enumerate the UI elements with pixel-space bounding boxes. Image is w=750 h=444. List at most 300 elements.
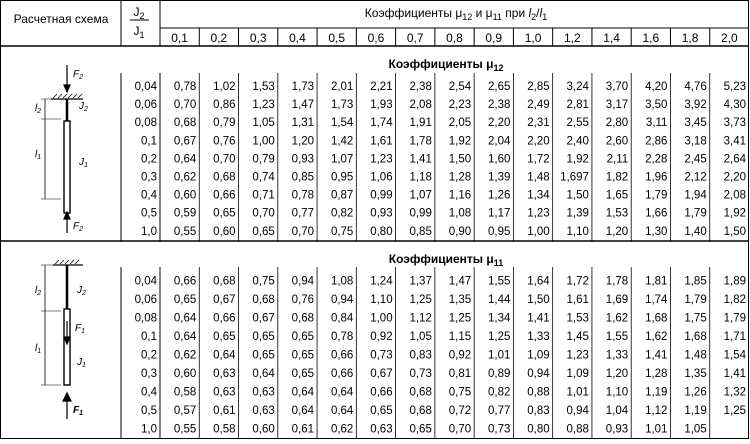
coefficient-cell: 3,50 (645, 99, 668, 112)
coefficient-cell: 1,92 (723, 207, 746, 220)
coefficient-cell: 0,70 (213, 153, 236, 166)
coefficient-cell: 4,30 (723, 99, 746, 112)
coefficient-cell: 1,34 (527, 189, 550, 202)
coefficient-cell: 0,62 (173, 349, 197, 362)
coefficient-cell: 0,66 (213, 189, 236, 202)
coefficient-cell: 0,64 (173, 312, 197, 325)
coefficient-cell: 1,85 (684, 275, 707, 288)
coefficient-cell: 1,09 (566, 367, 589, 380)
section-title-mu11: Коэффициенты $\mu_{11}$ (388, 252, 504, 268)
coefficient-cell: 2,49 (527, 99, 550, 112)
coefficient-cell: 1,78 (409, 135, 432, 148)
coefficient-cell: 0,66 (213, 312, 236, 325)
coefficient-cell: 1,50 (448, 153, 472, 166)
coefficient-cell: 0,65 (291, 367, 315, 380)
coefficient-cell: 1,71 (723, 330, 746, 343)
l-ratio-label: 0,6 (367, 31, 385, 45)
coefficient-cell: 2,45 (684, 153, 707, 166)
coefficient-cell: 2,21 (370, 81, 393, 94)
coefficient-cell: 1,44 (488, 293, 511, 306)
coefficient-cell: 1,41 (723, 367, 746, 380)
table-row (135, 312, 746, 324)
coefficient-cell: 0,83 (409, 349, 432, 362)
diagram2-inertia-bottom: $J_1$ (77, 357, 86, 369)
coefficient-cell: 1,75 (684, 312, 707, 325)
coefficient-cell: 0,63 (252, 404, 275, 417)
coefficient-cell: 2,28 (645, 153, 668, 166)
coefficient-cell: 1,15 (448, 330, 472, 343)
coefficient-cell: 2,08 (409, 99, 432, 112)
coefficient-cell: 1,53 (252, 81, 275, 94)
coefficient-cell: 0,94 (527, 367, 550, 380)
scheme-header-label: Расчетная схема (13, 12, 109, 26)
coefficient-cell: 1,20 (605, 367, 629, 380)
coefficient-cell: 2,38 (409, 81, 432, 94)
coefficient-cell: 1,00 (370, 312, 393, 325)
coefficient-cell: 0,65 (252, 349, 275, 362)
coefficient-cell: 0,80 (370, 225, 393, 238)
diagram2-inertia-top: $J_2$ (77, 285, 86, 297)
coefficient-cell: 1,34 (488, 312, 511, 325)
coefficient-cell: 0,65 (252, 225, 275, 238)
coefficient-cell: 1,62 (645, 330, 668, 343)
coefficient-cell: 0,75 (252, 275, 275, 288)
table-row (141, 349, 747, 361)
coefficient-cell: 3,92 (684, 99, 707, 112)
coefficient-cell: 1,10 (370, 293, 393, 306)
table-row (135, 294, 746, 306)
coefficient-cell: 1,33 (605, 349, 629, 362)
coefficient-cell: 0,60 (173, 189, 197, 202)
l-ratio-header-row (171, 31, 738, 45)
coefficient-cell: 0,77 (488, 404, 511, 417)
coefficient-cell: 1,01 (645, 423, 668, 436)
coefficient-cell: 0,63 (252, 386, 275, 399)
coefficient-cell: 2,80 (605, 117, 629, 130)
coefficient-cell: 1,81 (645, 275, 668, 288)
j-ratio-cell: 0,06 (134, 293, 157, 306)
table-row (141, 172, 746, 184)
table-row (141, 331, 746, 343)
coefficient-cell: 0,79 (213, 117, 236, 130)
coefficient-cell: 0,64 (173, 153, 197, 166)
table-row (135, 275, 746, 287)
l-ratio-label: 1,6 (642, 31, 660, 45)
diagram1-inertia-top: $J_2$ (79, 101, 88, 113)
coefficient-cell: 1,50 (527, 293, 550, 306)
coefficient-cell: 1,78 (605, 275, 629, 288)
coefficient-cell: 1,19 (684, 404, 707, 417)
coefficient-cell: 0,82 (330, 207, 354, 220)
coefficient-cell: 0,93 (370, 207, 393, 220)
coefficient-cell: 0,65 (252, 330, 275, 343)
coefficient-cell: 0,68 (291, 312, 315, 325)
coefficient-cell: 0,64 (291, 404, 315, 417)
table-row (141, 153, 747, 165)
coefficient-cell: 3,17 (605, 99, 629, 112)
coefficient-cell: 0,64 (252, 367, 275, 380)
j-ratio-cell: 0,3 (141, 171, 157, 184)
coefficient-cell: 0,67 (370, 367, 393, 380)
coefficient-cell: 0,85 (291, 171, 315, 184)
coefficient-cell: 0,58 (213, 423, 236, 436)
coefficient-cell: 0,94 (291, 275, 315, 288)
coefficient-cell: 0,93 (605, 423, 629, 436)
ratio-numerator: $J_2$ (133, 5, 145, 21)
coefficient-cell: 0,86 (213, 99, 236, 112)
diagram1-force-top: $F_2$ (73, 69, 84, 81)
l-ratio-label: 1,0 (524, 31, 542, 45)
coefficient-cell: 1,08 (330, 275, 354, 288)
coefficient-cell: 1,39 (488, 171, 511, 184)
coefficient-cell: 1,12 (645, 404, 668, 417)
coefficient-cell: 5,23 (723, 81, 746, 94)
j-ratio-cell: 0,1 (141, 135, 157, 148)
diagram2-length-top: $l_2$ (35, 285, 42, 297)
coefficient-cell: 1,79 (684, 207, 707, 220)
coefficient-cell: 0,55 (173, 423, 197, 436)
coefficient-cell: 1,09 (527, 349, 550, 362)
coefficient-cell: 1,25 (448, 312, 472, 325)
coefficient-cell: 3,11 (645, 117, 668, 130)
diagram1-inertia-bottom: $J_1$ (79, 157, 88, 169)
coefficient-cell: 1,53 (605, 207, 629, 220)
j-ratio-cell: 0,04 (134, 81, 157, 94)
coefficient-cell: 0,73 (370, 349, 393, 362)
coefficient-cell: 1,12 (409, 312, 432, 325)
coefficient-cell: 0,70 (291, 225, 315, 238)
coefficient-cell: 1,55 (488, 275, 511, 288)
j-ratio-cell: 0,2 (141, 349, 157, 362)
coefficient-cell: 1,00 (527, 225, 550, 238)
diagram2-force-bottom: $F_1$ (73, 405, 84, 417)
coefficient-cell: 0,66 (370, 386, 393, 399)
coefficient-cell: 3,45 (684, 117, 707, 130)
coefficient-cell: 1,61 (566, 293, 589, 306)
coefficient-cell: 1,73 (330, 99, 354, 112)
table-row (141, 405, 746, 417)
coefficient-cell: 1,61 (370, 135, 393, 148)
coefficient-cell: 1,79 (684, 293, 707, 306)
l-ratio-label: 1,8 (681, 31, 699, 45)
table-row (141, 135, 746, 147)
coefficient-cell: 1,37 (409, 275, 432, 288)
coefficient-cell: 1,00 (252, 135, 275, 148)
coefficient-cell: 1,74 (645, 293, 668, 306)
coefficient-cell: 0,68 (173, 117, 197, 130)
diagram2-force-mid: $F_1$ (75, 323, 86, 335)
coefficient-cell: 0,79 (252, 153, 275, 166)
l-ratio-label: 0,2 (210, 31, 228, 45)
l-ratio-label: 1,2 (563, 31, 581, 45)
coefficient-cell: 0,61 (213, 404, 236, 417)
coefficient-cell: 0,64 (330, 386, 354, 399)
coefficient-cell: 1,19 (645, 386, 668, 399)
coefficient-cell: 2,55 (566, 117, 589, 130)
coefficient-cell: 1,68 (645, 312, 668, 325)
j-ratio-cell: 0,4 (141, 189, 157, 202)
j-ratio-cell: 1,0 (141, 225, 157, 238)
coefficient-cell: 1,72 (527, 153, 550, 166)
coefficient-cell: 0,65 (409, 423, 432, 436)
coefficient-cell: 1,74 (370, 117, 393, 130)
coefficient-cell: 2,08 (723, 189, 746, 202)
coefficient-cell: 1,06 (370, 171, 393, 184)
coefficient-cell: 0,60 (173, 367, 197, 380)
coefficient-cell: 1,50 (723, 225, 746, 238)
coefficient-cell: 4,76 (684, 81, 707, 94)
coefficient-cell: 0,92 (370, 330, 393, 343)
j-ratio-cell: 0,04 (134, 275, 157, 288)
coefficient-cell: 0,59 (173, 207, 197, 220)
coefficient-cell: 1,41 (645, 349, 668, 362)
coefficient-cell: 1,10 (566, 225, 589, 238)
coefficient-cell: 0,75 (448, 386, 472, 399)
coefficient-cell: 2,01 (330, 81, 354, 94)
coefficient-cell: 1,92 (566, 153, 589, 166)
coefficient-cell: 1,93 (370, 99, 393, 112)
coefficient-cell: 2,81 (566, 99, 589, 112)
coefficient-cell: 0,67 (252, 312, 275, 325)
coefficient-cell: 1,25 (723, 404, 746, 417)
coefficient-cell: 0,65 (173, 293, 197, 306)
coefficient-cell: 1,54 (723, 349, 746, 362)
coefficient-cell: 3,41 (723, 135, 746, 148)
coefficient-cell: 0,73 (409, 367, 432, 380)
coefficient-cell: 0,65 (291, 349, 315, 362)
coefficient-cell: 2,05 (448, 117, 472, 130)
table-row (141, 423, 707, 435)
coefficient-cell: 1,33 (527, 330, 550, 343)
coefficient-cell: 0,78 (173, 81, 197, 94)
coefficient-cell: 0,66 (330, 367, 354, 380)
table-row (141, 226, 746, 238)
coefficient-cell: 1,16 (448, 189, 472, 202)
coefficient-cell: 2,85 (527, 81, 550, 94)
coefficient-cell: 0,93 (291, 153, 315, 166)
coefficient-cell: 0,65 (370, 404, 393, 417)
l-ratio-label: 2,0 (721, 31, 738, 45)
coefficient-cell: 1,73 (291, 81, 315, 94)
coefficient-cell: 0,84 (330, 312, 354, 325)
coefficient-cell: 0,64 (173, 330, 197, 343)
coefficient-cell: 1,47 (448, 275, 472, 288)
coefficient-cell: 0,94 (566, 404, 589, 417)
column-diagram-mu11 (41, 260, 86, 419)
table-body-mu11 (121, 267, 747, 439)
coefficient-cell: 0,62 (330, 423, 354, 436)
table-row (141, 190, 746, 202)
coefficient-cell: 0,66 (330, 349, 354, 362)
table-row (135, 117, 746, 129)
coefficient-cell: 1,25 (488, 330, 511, 343)
j-ratio-cell: 0,2 (141, 153, 157, 166)
coefficient-cell: 1,17 (488, 207, 511, 220)
coefficient-cell: 0,77 (291, 207, 315, 220)
coefficient-cell: 1,72 (566, 275, 589, 288)
coefficient-cell: 1,25 (409, 293, 432, 306)
j-ratio-cell: 1,0 (141, 423, 157, 436)
coefficient-cell: 3,18 (684, 135, 707, 148)
diagram2-length-bottom: $l_1$ (35, 343, 42, 355)
coefficient-cell: 1,50 (566, 189, 589, 202)
coefficient-table-graphic (1, 1, 749, 439)
coefficients-header-title: Коэффициенты $\mu_{12}$ и $\mu_{11}$ при $l_2/l_1$ (364, 6, 548, 22)
coefficient-cell: 1,48 (527, 171, 550, 184)
coefficient-cell: 2,86 (645, 135, 668, 148)
table-row (135, 81, 746, 93)
coefficient-cell: 2,23 (448, 99, 472, 112)
column-diagram-mu12 (41, 65, 83, 233)
coefficient-cell: 0,68 (213, 275, 236, 288)
coefficient-cell: 1,07 (330, 153, 354, 166)
coefficient-cell: 0,70 (252, 207, 275, 220)
coefficient-cell: 1,94 (684, 189, 707, 202)
l-ratio-label: 1,4 (603, 31, 620, 45)
coefficient-cell: 0,68 (252, 293, 275, 306)
coefficient-cell: 1,82 (723, 293, 746, 306)
table-row (141, 368, 746, 380)
coefficient-cell: 2,64 (723, 153, 746, 166)
coefficient-cell: 1,697 (560, 171, 589, 184)
coefficient-cell: 1,35 (448, 293, 472, 306)
diagram1-length-bottom: $l_1$ (35, 149, 42, 161)
l-ratio-label: 0,5 (328, 31, 346, 45)
coefficient-cell: 1,05 (684, 423, 707, 436)
coefficient-cell: 1,69 (605, 293, 629, 306)
coefficient-cell: 1,39 (566, 207, 589, 220)
coefficient-cell: 1,31 (291, 117, 315, 130)
l-ratio-label: 0,3 (249, 31, 267, 45)
coefficient-cell: 0,67 (213, 293, 236, 306)
coefficient-cell: 0,76 (213, 135, 236, 148)
coefficient-cell: 1,28 (448, 171, 472, 184)
j-ratio-cell: 0,4 (141, 386, 157, 399)
coefficient-cell: 1,26 (488, 189, 511, 202)
coefficient-cell: 0,71 (252, 189, 275, 202)
j-ratio-cell: 0,3 (141, 367, 157, 380)
coefficient-cell: 1,66 (645, 207, 668, 220)
coefficient-cell: 1,41 (409, 153, 432, 166)
coefficient-cell: 1,65 (605, 189, 629, 202)
coefficient-cell: 2,40 (566, 135, 589, 148)
coefficient-cell: 2,11 (606, 153, 629, 166)
coefficient-cell: 2,20 (723, 171, 746, 184)
coefficient-cell: 0,64 (213, 349, 236, 362)
coefficient-cell: 0,58 (173, 386, 197, 399)
coefficient-cell: 1,08 (448, 207, 472, 220)
coefficient-cell: 0,60 (213, 225, 236, 238)
j-ratio-cell: 0,5 (141, 404, 157, 417)
coefficient-cell: 1,05 (409, 330, 432, 343)
l-ratio-label: 0,7 (406, 31, 424, 45)
coefficient-cell: 2,31 (527, 117, 550, 130)
coefficient-cell: 0,99 (370, 189, 393, 202)
coefficient-cell: 2,65 (488, 81, 511, 94)
coefficient-cell: 1,23 (527, 207, 550, 220)
coefficient-cell: 0,78 (330, 330, 354, 343)
coefficient-cell: 0,76 (291, 293, 315, 306)
coefficient-cell: 0,94 (330, 293, 354, 306)
coefficient-cell: 0,95 (330, 171, 354, 184)
coefficient-cell: 2,04 (488, 135, 511, 148)
coefficient-cell: 1,02 (213, 81, 236, 94)
table-row (141, 386, 746, 398)
coefficient-cell: 1,35 (684, 367, 707, 380)
coefficient-cell: 2,20 (488, 117, 511, 130)
l-ratio-label: 0,8 (446, 31, 463, 45)
coefficient-cell: 0,65 (213, 330, 236, 343)
coefficient-cell: 1,23 (370, 153, 393, 166)
coefficient-cell: 0,70 (173, 99, 197, 112)
l-ratio-label: 0,9 (485, 31, 503, 45)
coefficient-cell: 0,88 (527, 386, 550, 399)
coefficient-cell: 0,68 (213, 171, 236, 184)
coefficient-cell: 0,88 (566, 423, 589, 436)
section-title-mu12: Коэффициенты $\mu_{12}$ (388, 57, 504, 73)
coefficient-cell: 1,92 (448, 135, 472, 148)
coefficient-cell: 0,89 (488, 367, 511, 380)
coefficient-cell: 0,60 (252, 423, 275, 436)
table-row (135, 99, 746, 111)
coefficient-cell: 0,73 (488, 423, 511, 436)
coefficient-cell: 0,64 (291, 386, 315, 399)
coefficient-cell: 0,57 (173, 404, 197, 417)
coefficient-cell: 1,20 (291, 135, 315, 148)
coefficient-cell: 2,54 (448, 81, 472, 94)
coefficient-cell: 3,24 (566, 81, 589, 94)
coefficient-cell: 1,55 (605, 330, 629, 343)
coefficient-cell: 2,38 (488, 99, 511, 112)
coefficient-cell: 1,01 (488, 349, 511, 362)
coefficient-cell: 0,64 (330, 404, 354, 417)
coefficient-cell: 0,67 (173, 135, 197, 148)
coefficient-cell: 1,07 (409, 189, 432, 202)
coefficient-cell: 1,24 (370, 275, 393, 288)
coefficient-cell: 0,83 (527, 404, 550, 417)
coefficient-cell: 1,53 (566, 312, 589, 325)
j-ratio-cell: 0,08 (134, 117, 157, 130)
coefficient-cell: 0,75 (330, 225, 354, 238)
coefficient-cell: 1,89 (723, 275, 746, 288)
coefficient-cell: 2,60 (605, 135, 629, 148)
coefficient-cell: 1,23 (566, 349, 589, 362)
coefficient-cell: 1,60 (488, 153, 511, 166)
coefficient-cell: 2,12 (684, 171, 707, 184)
coefficient-cell: 0,70 (448, 423, 472, 436)
coefficient-cell: 1,48 (684, 349, 707, 362)
coefficient-cell: 3,73 (723, 117, 746, 130)
coefficient-cell: 1,47 (291, 99, 315, 112)
coefficient-cell: 1,54 (330, 117, 354, 130)
coefficient-cell: 1,64 (527, 275, 550, 288)
coefficient-cell: 0,62 (173, 171, 197, 184)
table-body-mu12 (121, 73, 747, 242)
coefficient-cell: 1,18 (409, 171, 432, 184)
coefficient-cell: 0,65 (213, 207, 236, 220)
diagram1-length-top: $l_2$ (35, 103, 42, 115)
coefficient-cell: 1,68 (684, 330, 707, 343)
coefficient-cell: 1,10 (605, 386, 629, 399)
coefficient-cell: 1,05 (252, 117, 275, 130)
coefficient-cell: 0,99 (409, 207, 432, 220)
coefficient-cell: 1,41 (527, 312, 550, 325)
coefficient-cell: 0,87 (330, 189, 354, 202)
coefficient-cell: 0,55 (173, 225, 197, 238)
coefficient-cell: 1,79 (645, 189, 668, 202)
coefficient-cell: 0,81 (448, 367, 472, 380)
coefficient-cell: 2,20 (527, 135, 550, 148)
